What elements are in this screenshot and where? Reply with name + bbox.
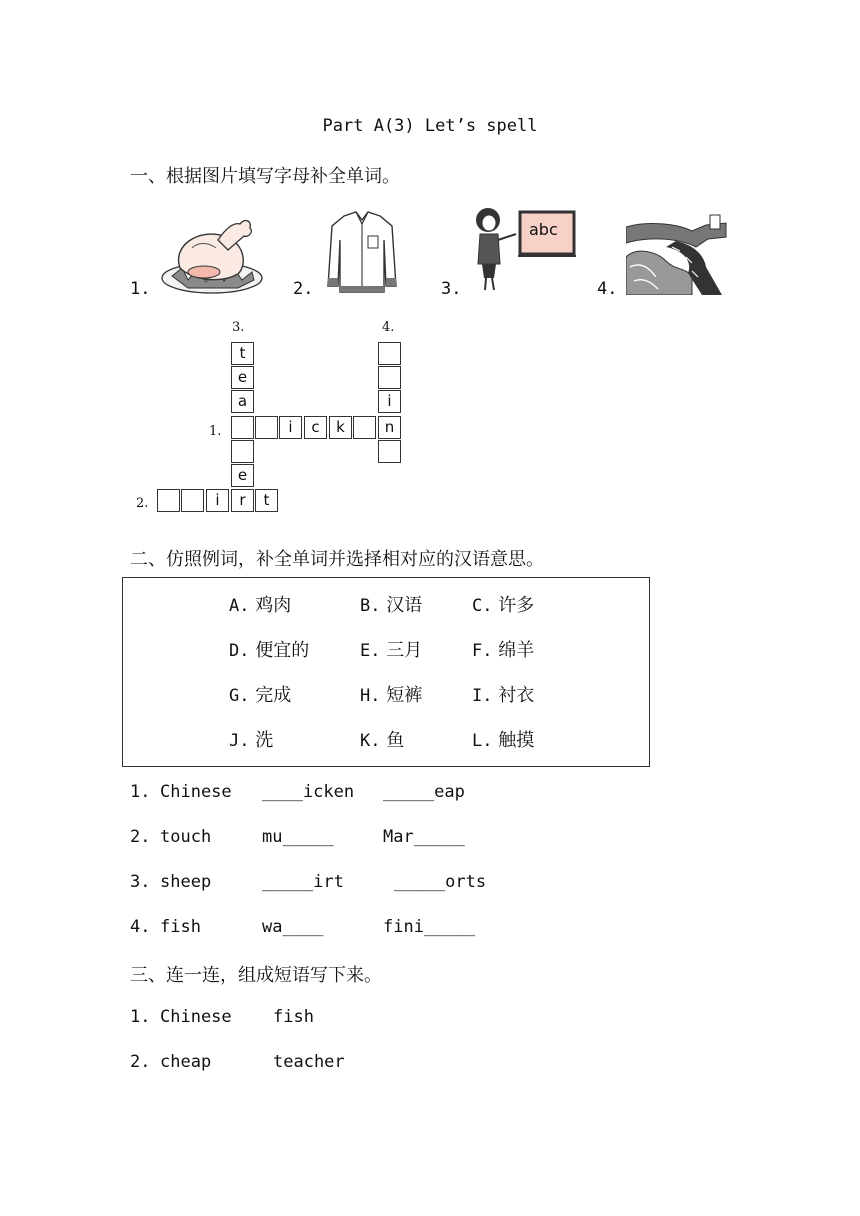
board-text: abc — [529, 220, 558, 239]
option-g: G. 完成 — [229, 685, 292, 706]
option-j: J. 洗 — [229, 730, 274, 751]
option-b: B. 汉语 — [360, 595, 423, 616]
option-i: I. 衬衣 — [472, 685, 535, 706]
great-wall-icon — [626, 207, 728, 295]
fill-word[interactable]: ____icken — [262, 782, 355, 802]
exercise-number: 3. — [130, 872, 151, 892]
option-k: K. 鱼 — [360, 730, 405, 751]
example-word: sheep — [160, 872, 212, 892]
section2-heading: 二、仿照例词，补全单词并选择相对应的汉语意思。 — [130, 549, 544, 570]
option-e: E. 三月 — [360, 640, 423, 661]
match-left-word[interactable]: Chinese — [160, 1007, 232, 1027]
fill-word[interactable]: Mar_____ — [383, 827, 465, 847]
crossword-cell[interactable]: e — [231, 464, 254, 487]
crossword-cell[interactable] — [378, 440, 401, 463]
fill-word[interactable]: _____eap — [383, 782, 465, 802]
crossword-label-3: 3. — [232, 320, 245, 335]
shirt-icon — [322, 208, 402, 296]
crossword-cell[interactable] — [378, 342, 401, 365]
fill-word[interactable]: _____irt — [262, 872, 344, 892]
crossword-cell[interactable] — [231, 416, 254, 439]
fill-word[interactable]: wa____ — [262, 917, 324, 937]
match-right-word[interactable]: fish — [273, 1007, 314, 1027]
option-f: F. 绵羊 — [472, 640, 535, 661]
crossword-cell[interactable] — [157, 489, 180, 512]
example-word: fish — [160, 917, 201, 937]
match-number: 2. — [130, 1052, 151, 1072]
fill-word[interactable]: fini_____ — [383, 917, 476, 937]
exercise-number: 2. — [130, 827, 151, 847]
roast-chicken-icon — [158, 214, 266, 298]
crossword-cell[interactable] — [353, 416, 376, 439]
crossword-cell[interactable]: n — [378, 416, 401, 439]
fill-word[interactable]: mu_____ — [262, 827, 334, 847]
exercise-number: 4. — [130, 917, 151, 937]
crossword-label-4: 4. — [382, 320, 395, 335]
match-left-word[interactable]: cheap — [160, 1052, 212, 1072]
crossword-cell[interactable]: k — [329, 416, 352, 439]
fill-word[interactable]: _____orts — [394, 872, 487, 892]
option-a: A. 鸡肉 — [229, 595, 292, 616]
crossword-label-2: 2. — [136, 496, 149, 511]
picture-number-4: 4. — [597, 279, 618, 299]
option-h: H. 短裤 — [360, 685, 423, 706]
page-title: Part A(3) Let’s spell — [322, 116, 538, 136]
crossword-cell[interactable] — [231, 440, 254, 463]
crossword-cell[interactable]: a — [231, 390, 254, 413]
exercise-number: 1. — [130, 782, 151, 802]
crossword-cell[interactable] — [255, 416, 278, 439]
crossword-cell[interactable]: i — [206, 489, 229, 512]
section1-heading: 一、根据图片填写字母补全单词。 — [130, 166, 400, 187]
crossword-cell[interactable]: i — [279, 416, 302, 439]
picture-number-2: 2. — [293, 279, 314, 299]
crossword-cell[interactable] — [181, 489, 204, 512]
option-d: D. 便宜的 — [229, 640, 310, 661]
crossword-cell[interactable]: t — [231, 342, 254, 365]
crossword-cell[interactable]: i — [378, 390, 401, 413]
teacher-icon — [470, 206, 580, 296]
match-right-word[interactable]: teacher — [273, 1052, 345, 1072]
crossword-cell[interactable]: t — [255, 489, 278, 512]
crossword-cell[interactable]: r — [231, 489, 254, 512]
options-box — [122, 577, 650, 767]
option-c: C. 许多 — [472, 595, 535, 616]
picture-number-1: 1. — [130, 279, 151, 299]
crossword-label-1: 1. — [209, 424, 222, 439]
crossword-cell[interactable] — [378, 366, 401, 389]
crossword-cell[interactable]: e — [231, 366, 254, 389]
crossword-cell[interactable]: c — [304, 416, 327, 439]
option-l: L. 触摸 — [472, 730, 535, 751]
section3-heading: 三、连一连，组成短语写下来。 — [130, 965, 382, 986]
picture-number-3: 3. — [441, 279, 462, 299]
example-word: Chinese — [160, 782, 232, 802]
match-number: 1. — [130, 1007, 151, 1027]
example-word: touch — [160, 827, 212, 847]
